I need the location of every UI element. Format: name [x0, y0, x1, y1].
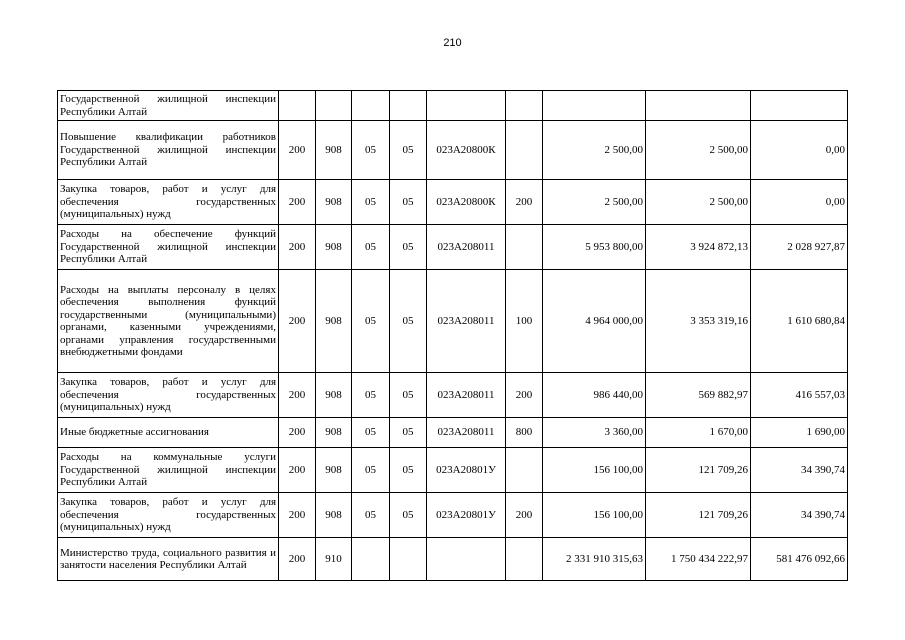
table-row — [58, 180, 848, 225]
cell-vr: 200 — [506, 373, 543, 418]
cell-vr — [506, 538, 543, 581]
cell-pr: 05 — [390, 373, 427, 418]
cell-pr: 05 — [390, 448, 427, 493]
table-row — [58, 418, 848, 448]
cell-sum-rest: 2 028 927,87 — [751, 225, 848, 270]
page-number: 210 — [443, 37, 462, 49]
cell-sum-plan: 2 500,00 — [543, 121, 646, 180]
table-row — [58, 91, 848, 121]
cell-vr — [506, 448, 543, 493]
cell-gr: 908 — [316, 180, 352, 225]
cell-sum-plan: 3 360,00 — [543, 418, 646, 448]
cell-csr: 023А20801У — [427, 448, 506, 493]
cell-sum-rest: 416 557,03 — [751, 373, 848, 418]
cell-gr: 910 — [316, 538, 352, 581]
cell-ved: 200 — [279, 373, 316, 418]
cell-sum-fact: 121 709,26 — [646, 493, 751, 538]
table-row — [58, 493, 848, 538]
cell-csr: 023А208011 — [427, 270, 506, 373]
row-name: Расходы на коммунальные услуги Государственной жилищной инспекции Республики Алтай — [58, 448, 279, 493]
cell-csr: 023А20800К — [427, 121, 506, 180]
cell-sum-rest: 34 390,74 — [751, 493, 848, 538]
cell-csr: 023А208011 — [427, 225, 506, 270]
cell-vr: 800 — [506, 418, 543, 448]
cell-csr: 023А20801У — [427, 493, 506, 538]
cell-csr: 023А208011 — [427, 418, 506, 448]
table-row — [58, 270, 848, 373]
cell-rz: 05 — [352, 121, 390, 180]
cell-sum-rest: 0,00 — [751, 180, 848, 225]
cell-sum-fact: 2 500,00 — [646, 121, 751, 180]
row-name: Закупка товаров, работ и услуг для обеспечения государственных (муниципальных) нужд — [58, 493, 279, 538]
cell-ved: 200 — [279, 270, 316, 373]
cell-sum-plan: 156 100,00 — [543, 493, 646, 538]
cell-gr: 908 — [316, 270, 352, 373]
cell-sum-fact: 1 670,00 — [646, 418, 751, 448]
row-name: Министерство труда, социального развития и занятости населения Республики Алтай — [58, 538, 279, 581]
cell-rz: 05 — [352, 180, 390, 225]
row-name: Расходы на выплаты персоналу в целях обеспечения выполнения функций государственными (муниципальными) органами, казенными учреждениями, органами управления государственными внебюджетными фондами — [58, 270, 279, 373]
cell-csr — [427, 538, 506, 581]
row-name: Государственной жилищной инспекции Республики Алтай — [58, 91, 279, 121]
cell-pr: 05 — [390, 180, 427, 225]
cell-csr — [427, 91, 506, 121]
cell-vr: 200 — [506, 493, 543, 538]
cell-sum-plan: 5 953 800,00 — [543, 225, 646, 270]
table-row — [58, 121, 848, 180]
cell-vr — [506, 225, 543, 270]
cell-ved: 200 — [279, 418, 316, 448]
cell-sum-fact: 1 750 434 222,97 — [646, 538, 751, 581]
cell-sum-plan: 4 964 000,00 — [543, 270, 646, 373]
cell-sum-rest: 1 610 680,84 — [751, 270, 848, 373]
cell-rz: 05 — [352, 270, 390, 373]
cell-rz — [352, 538, 390, 581]
cell-rz: 05 — [352, 418, 390, 448]
table-row — [58, 225, 848, 270]
cell-sum-rest: 1 690,00 — [751, 418, 848, 448]
row-name: Повышение квалификации работников Государственной жилищной инспекции Республики Алтай — [58, 121, 279, 180]
table-row — [58, 448, 848, 493]
cell-ved: 200 — [279, 180, 316, 225]
cell-ved: 200 — [279, 538, 316, 581]
cell-rz: 05 — [352, 373, 390, 418]
cell-sum-plan: 2 331 910 315,63 — [543, 538, 646, 581]
cell-ved: 200 — [279, 121, 316, 180]
cell-gr: 908 — [316, 225, 352, 270]
cell-gr: 908 — [316, 418, 352, 448]
cell-sum-fact: 121 709,26 — [646, 448, 751, 493]
cell-gr: 908 — [316, 493, 352, 538]
cell-gr: 908 — [316, 448, 352, 493]
cell-pr: 05 — [390, 493, 427, 538]
budget-table — [57, 90, 848, 581]
cell-ved — [279, 91, 316, 121]
cell-ved: 200 — [279, 448, 316, 493]
cell-pr: 05 — [390, 121, 427, 180]
table-row — [58, 373, 848, 418]
cell-sum-plan: 986 440,00 — [543, 373, 646, 418]
cell-sum-fact: 2 500,00 — [646, 180, 751, 225]
cell-sum-fact: 3 924 872,13 — [646, 225, 751, 270]
cell-rz: 05 — [352, 448, 390, 493]
cell-pr: 05 — [390, 225, 427, 270]
cell-pr: 05 — [390, 418, 427, 448]
cell-pr — [390, 538, 427, 581]
row-name: Закупка товаров, работ и услуг для обеспечения государственных (муниципальных) нужд — [58, 373, 279, 418]
cell-sum-rest — [751, 91, 848, 121]
cell-rz: 05 — [352, 225, 390, 270]
cell-sum-plan: 2 500,00 — [543, 180, 646, 225]
cell-sum-plan: 156 100,00 — [543, 448, 646, 493]
cell-sum-rest: 581 476 092,66 — [751, 538, 848, 581]
cell-vr — [506, 121, 543, 180]
cell-sum-fact: 3 353 319,16 — [646, 270, 751, 373]
cell-ved: 200 — [279, 225, 316, 270]
cell-pr — [390, 91, 427, 121]
cell-pr: 05 — [390, 270, 427, 373]
cell-vr — [506, 91, 543, 121]
cell-vr: 100 — [506, 270, 543, 373]
cell-gr — [316, 91, 352, 121]
cell-csr: 023А20800К — [427, 180, 506, 225]
cell-rz: 05 — [352, 493, 390, 538]
table-row — [58, 538, 848, 581]
cell-sum-fact: 569 882,97 — [646, 373, 751, 418]
cell-sum-rest: 0,00 — [751, 121, 848, 180]
cell-gr: 908 — [316, 121, 352, 180]
cell-sum-plan — [543, 91, 646, 121]
cell-sum-fact — [646, 91, 751, 121]
cell-sum-rest: 34 390,74 — [751, 448, 848, 493]
row-name: Закупка товаров, работ и услуг для обеспечения государственных (муниципальных) нужд — [58, 180, 279, 225]
row-name: Иные бюджетные ассигнования — [58, 418, 279, 448]
cell-vr: 200 — [506, 180, 543, 225]
cell-csr: 023А208011 — [427, 373, 506, 418]
cell-ved: 200 — [279, 493, 316, 538]
row-name: Расходы на обеспечение функций Государственной жилищной инспекции Республики Алтай — [58, 225, 279, 270]
cell-gr: 908 — [316, 373, 352, 418]
cell-rz — [352, 91, 390, 121]
